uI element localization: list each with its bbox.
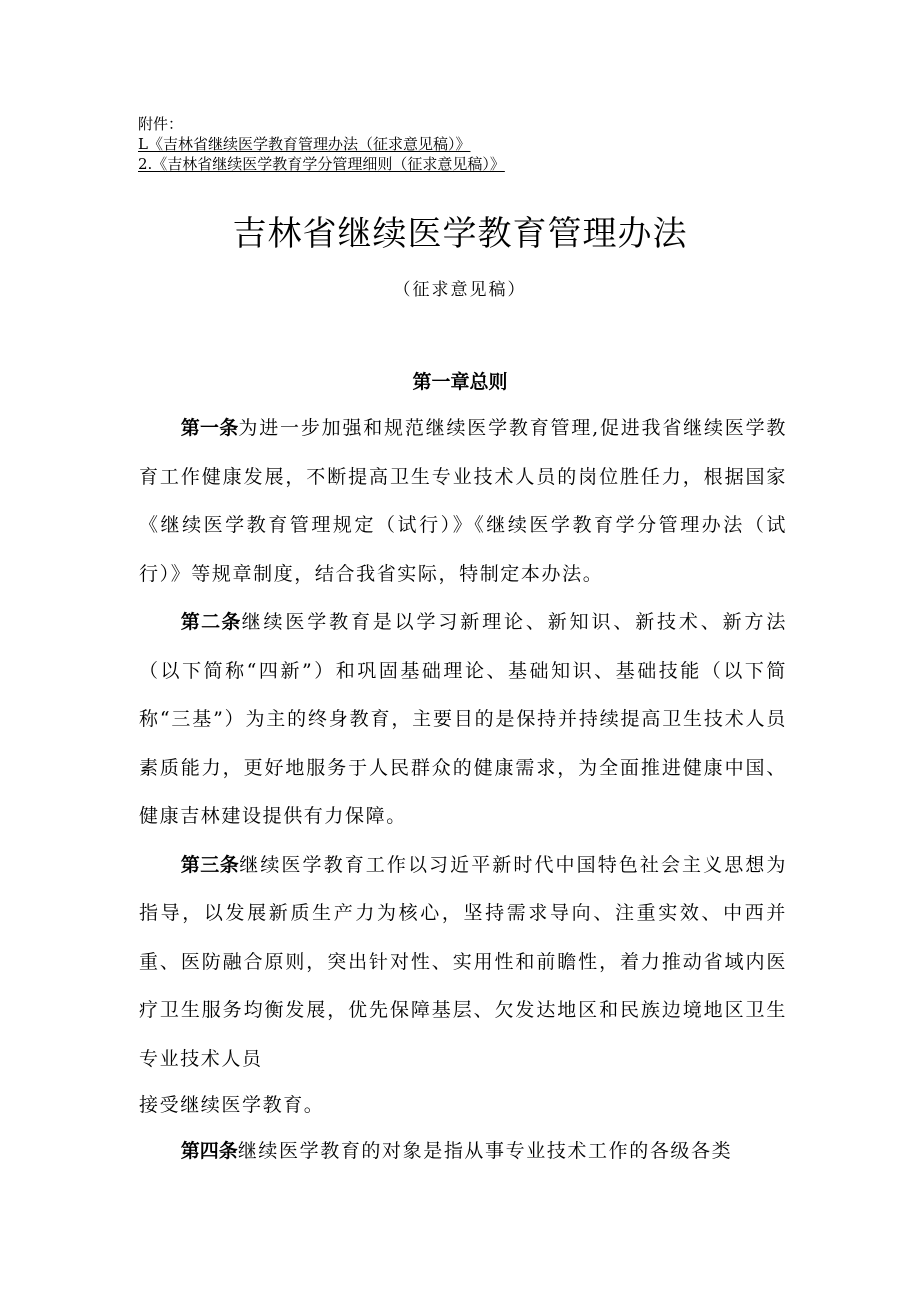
article-3-text: 继续医学教育工作以习近平新时代中国特色社会主义思想为指导，以发展新质生产力为核心，坚持需求导向、注重实效、中西并重、医防融合原则，突出针对性、实用性和前瞻性，着力推动省域内医疗卫生服务均衡发展，优先保障基层、欠发达地区和民族边境地区卫生专业技术人员 <box>139 853 787 1070</box>
article-3 <box>139 841 787 1128</box>
attachment-item-2[interactable]: 2.《吉林省继续医学教育学分管理细则（征求意见稿）》 <box>138 155 505 173</box>
article-4-text: 继续医学教育的对象是指从事专业技术工作的各级各类 <box>237 1140 733 1162</box>
document-body <box>139 404 787 1176</box>
article-3-label: 第三条 <box>180 853 240 876</box>
attachment-heading: 附件： <box>138 115 184 133</box>
document-subtitle: （征求意见稿） <box>393 280 527 300</box>
article-2-label: 第二条 <box>180 611 242 633</box>
chapter-heading: 第一章总则 <box>412 371 508 393</box>
article-1-label: 第一条 <box>180 417 239 439</box>
article-4 <box>139 1127 787 1176</box>
article-3-tail: 接受继续医学教育。 <box>139 1094 325 1116</box>
article-1 <box>139 404 787 598</box>
article-2 <box>139 598 787 841</box>
article-4-label: 第四条 <box>180 1140 238 1162</box>
article-1-text: 为进一步加强和规范继续医学教育管理,促进我省继续医学教育工作健康发展，不断提高卫生专业技术人员的岗位胜任力，根据国家《继续医学教育管理规定（试行）》《继续医学教育学分管理办法（试行）》等规章制度，结合我省实际，特制定本办法。 <box>139 417 787 585</box>
attachment-item-1[interactable]: L《吉林省继续医学教育管理办法（征求意见稿）》 <box>138 135 471 153</box>
attachment-list <box>138 114 505 174</box>
document-title: 吉林省继续医学教育管理办法 <box>232 214 688 254</box>
article-2-text: 继续医学教育是以学习新理论、新知识、新技术、新方法（以下简称“四新”）和巩固基础理论、基础知识、基础技能（以下简称“三基”）为主的终身教育，主要目的是保持并持续提高卫生技术人员素质能力，更好地服务于人民群众的健康需求，为全面推进健康中国、健康吉林建设提供有力保障。 <box>139 611 787 827</box>
